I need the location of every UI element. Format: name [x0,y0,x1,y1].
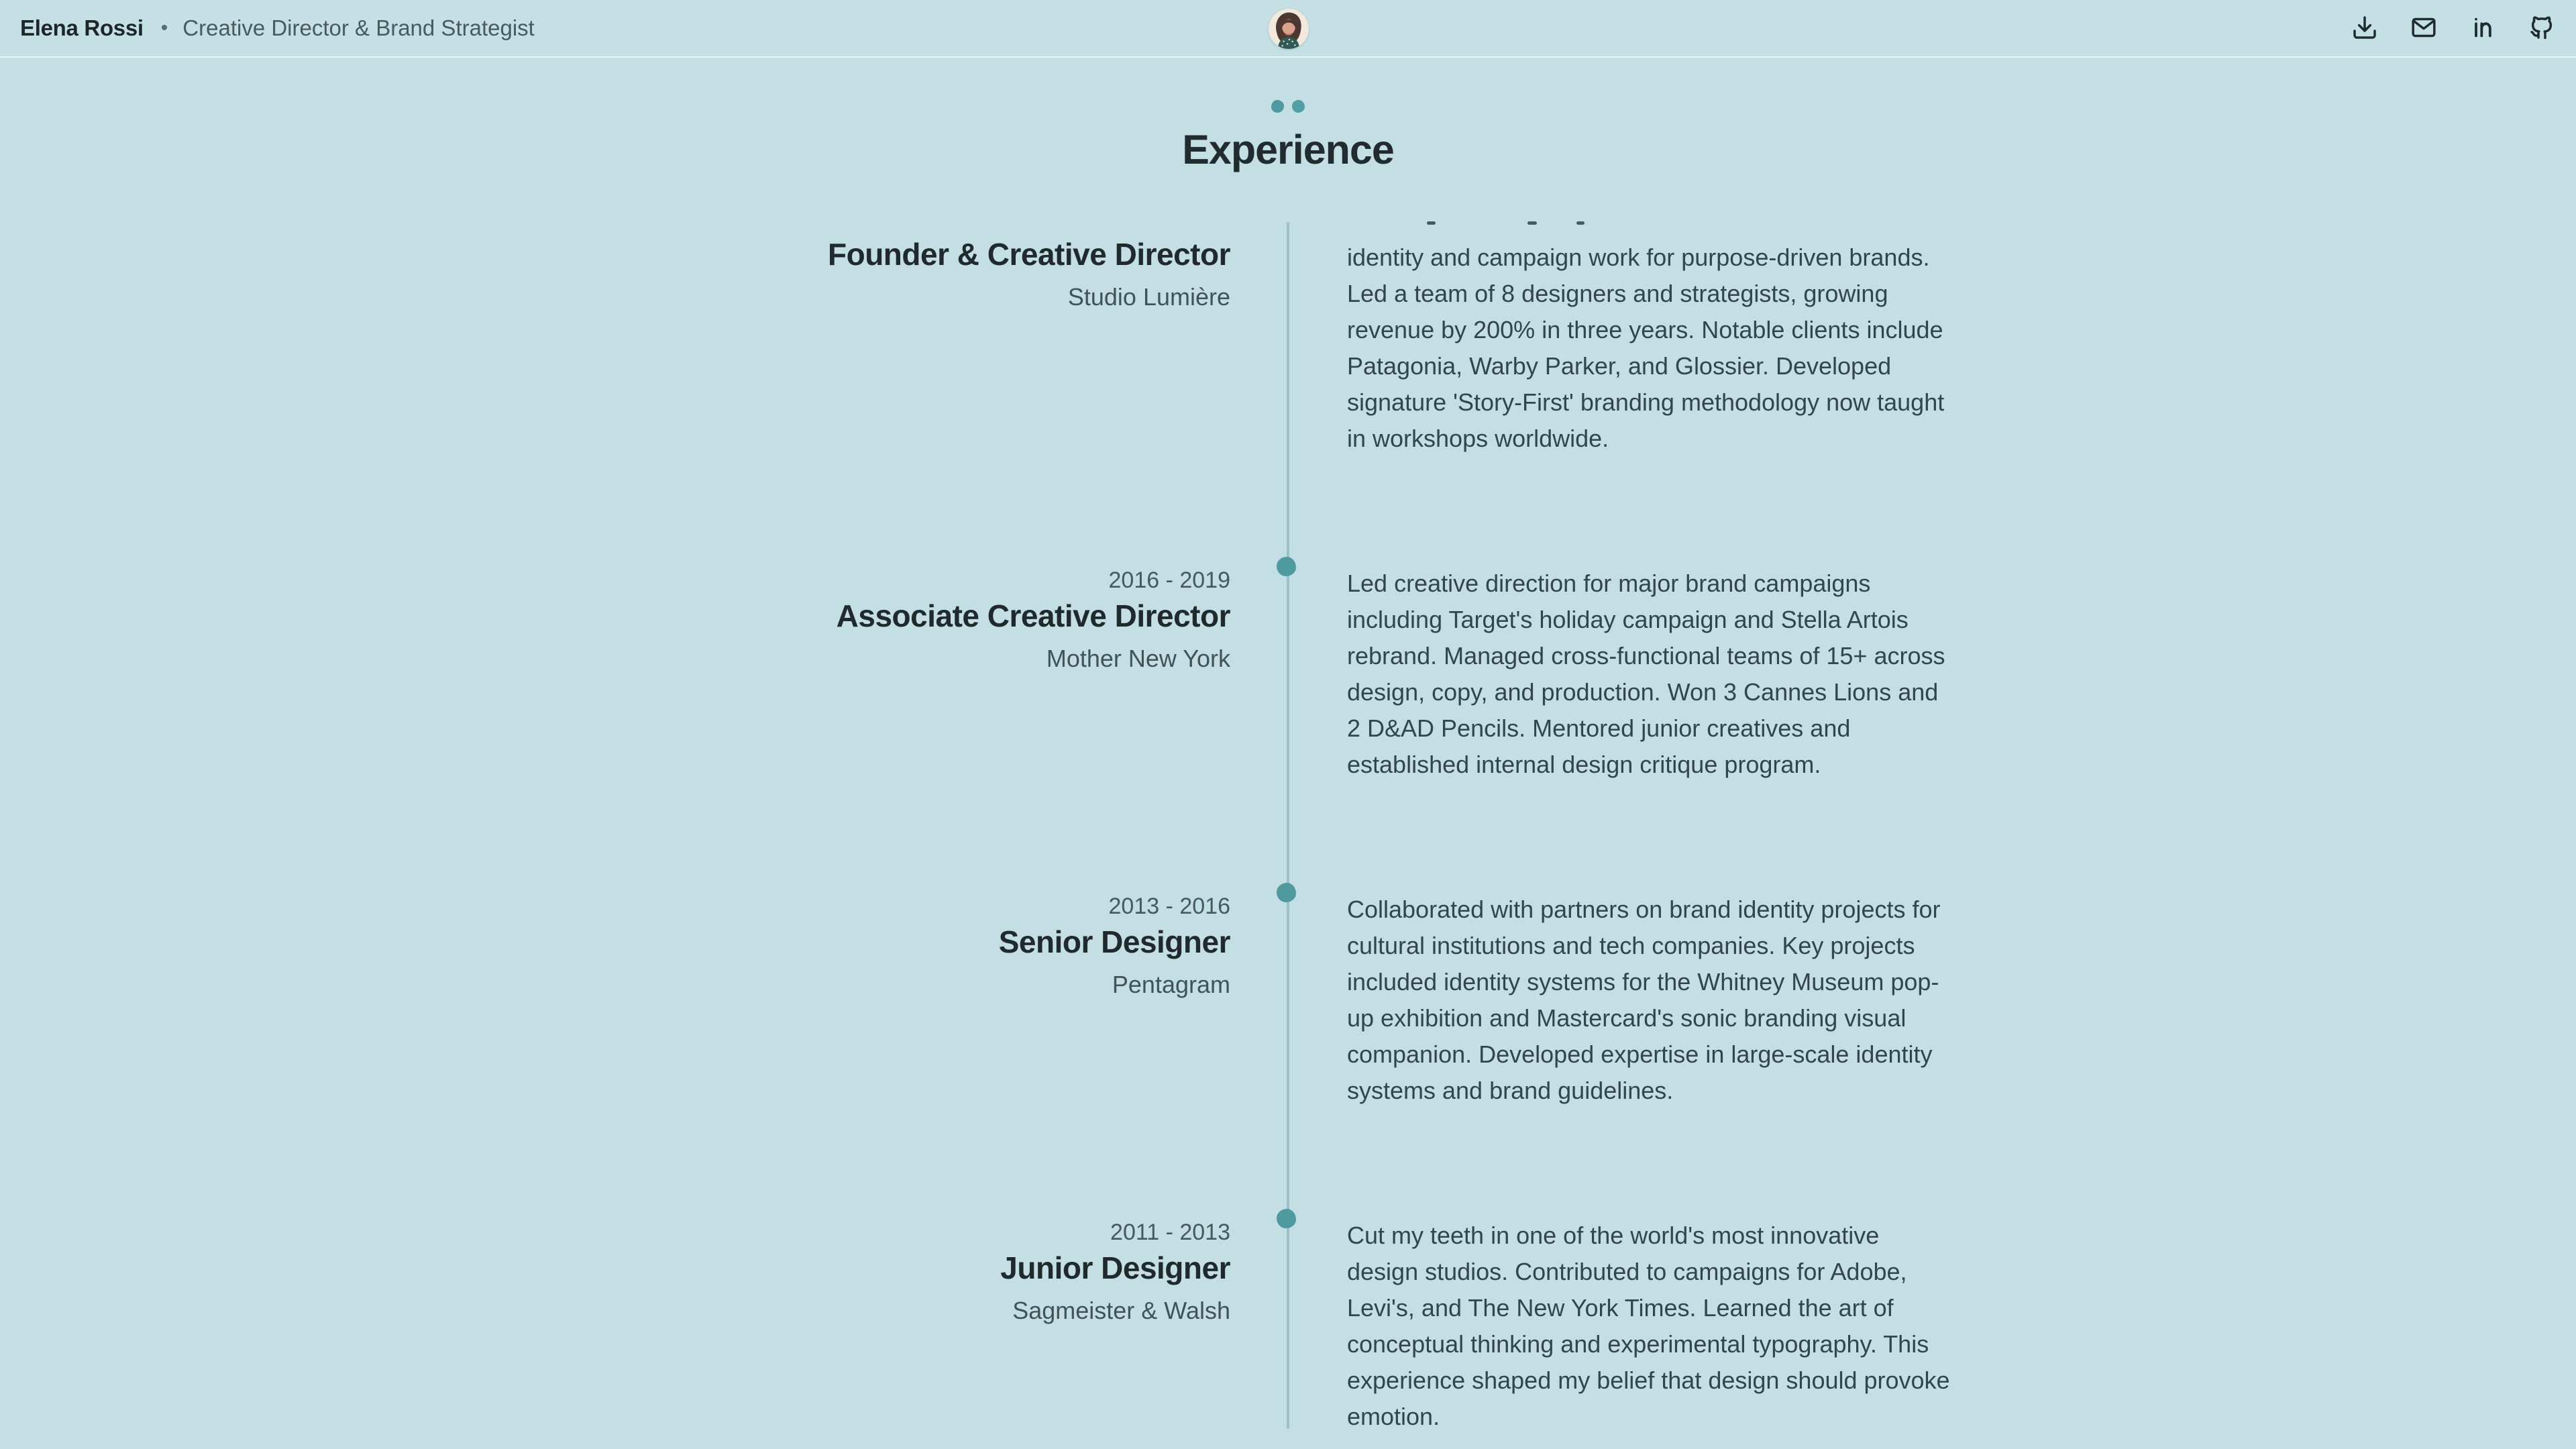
entry-description: identity and campaign work for purpose-driven brands. Led a team of 8 designers and strategists, growing revenue by 200% in three years. Notable clients include Patagonia, Warby Parker, and Glossier. Developed signature 'Story-First' branding methodology now taught in workshops worldwide. [1347,244,1945,452]
entry-body [1347,1218,1951,1435]
heading-accent-dots [0,100,2576,113]
person-name: Elena Rossi [20,15,144,40]
download-icon [2351,14,2378,43]
faded-text-line [1347,203,1951,239]
entry-title: Junior Designer [1000,1250,1230,1285]
entry-title: Founder & Creative Director [828,237,1230,272]
separator-dot: • [160,17,168,39]
experience-entry [0,892,2576,1109]
section-title: Experience [1182,127,1394,172]
entry-body [1347,566,1951,783]
github-button[interactable] [2522,9,2561,48]
experience-timeline [0,203,2576,1449]
experience-entry [0,1218,2576,1435]
entry-company: Sagmeister & Walsh [1012,1297,1230,1324]
entry-title: Senior Designer [998,924,1230,959]
accent-dot [1271,100,1284,113]
entry-company: Pentagram [1112,971,1230,998]
entry-meta [0,203,1230,457]
timeline-dot [1277,557,1296,576]
entry-description: Cut my teeth in one of the world's most innovative design studios. Contributed to campaigns for Adobe, Levi's, and The New York Times. Learned the art of conceptual thinking and experimental typography. This experience shaped my belief that design should provoke emotion. [1347,1222,1950,1430]
entry-company: Studio Lumière [1067,283,1230,311]
entry-meta [0,1218,1230,1435]
timeline-dot [1277,883,1296,902]
entry-body [1347,892,1951,1109]
avatar[interactable] [1269,9,1309,49]
accent-dot [1292,100,1305,113]
github-icon [2528,14,2555,43]
entry-meta [0,566,1230,783]
experience-entry [0,203,2576,457]
linkedin-icon [2469,14,2496,43]
entry-meta [0,892,1230,1109]
entry-dates: 2016 - 2019 [1108,568,1230,593]
faded-text-mark [1427,221,1436,225]
entry-company: Mother New York [1046,645,1230,672]
avatar-illustration [1269,9,1309,49]
mail-icon [2410,14,2437,43]
person-role: Creative Director & Brand Strategist [182,15,535,40]
faded-text-mark [1527,221,1537,225]
header-actions [2345,9,2561,48]
experience-entry [0,566,2576,783]
entry-title: Associate Creative Director [836,598,1230,633]
email-button[interactable] [2404,9,2443,48]
entry-description: Collaborated with partners on brand identity projects for cultural institutions and tech companies. Key projects included identity systems for the Whitney Museum pop-up exhibition and Mastercard's sonic branding visual companion. Developed expertise in large-scale identity systems and brand guidelines. [1347,896,1941,1104]
entry-dates: 2011 - 2013 [1110,1220,1230,1245]
faded-text-mark [1576,221,1585,225]
timeline-dot [1277,1209,1296,1228]
download-button[interactable] [2345,9,2384,48]
linkedin-button[interactable] [2463,9,2502,48]
entry-dates: 2013 - 2016 [1108,894,1230,919]
entry-description: Led creative direction for major brand campaigns including Target's holiday campaign and Stella Artois rebrand. Managed cross-functional teams of 15+ across design, copy, and production. Won 3 Cannes Lions and 2 D&AD Pencils. Mentored junior creatives and established internal design critique program. [1347,570,1945,778]
entry-body [1347,203,1951,457]
